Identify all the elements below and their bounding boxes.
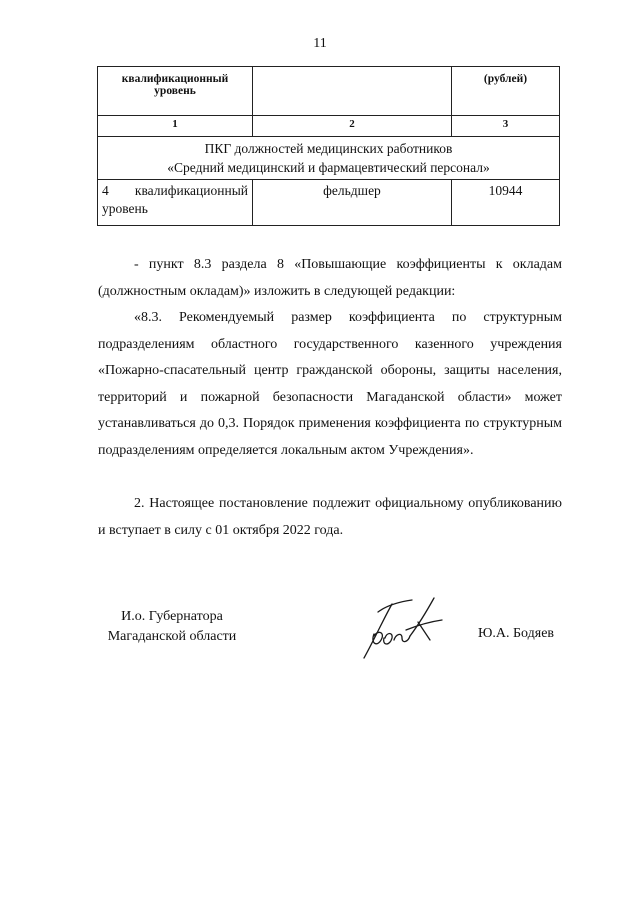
signatory-title-line2: Магаданской области — [107, 629, 237, 644]
paragraph-coefficient: «8.3. Рекомендуемый размер коэффициента по структурным подразделениям областного государственного казенного учреждения «Пожарно-спасательный центр гражданской обороны, защиты населения, территорий и пожарной безопасности Магаданской области» может устанавливаться до 0,3. Порядок применения коэффициента по структурным подразделениям определяется локальным актом Учреждения». — [98, 310, 562, 458]
cell-salary: 10944 — [452, 180, 560, 226]
salary-table — [97, 66, 560, 226]
header-cell-salary: (рублей) — [452, 67, 560, 116]
group-title-line2: «Средний медицинский и фармацевтический персонал» — [167, 160, 490, 175]
signatory-title-line1: И.о. Губернатора — [121, 609, 223, 624]
group-title-row — [98, 137, 560, 180]
signatory-name: Ю.А. Бодяев — [478, 626, 555, 641]
cell-position: фельдшер — [253, 180, 452, 226]
column-number-3: 3 — [452, 116, 560, 137]
cell-level-line1: 4 квалификационный — [102, 183, 248, 198]
table-row — [98, 180, 560, 226]
column-number-1: 1 — [98, 116, 253, 137]
group-title-line1: ПКГ должностей медицинских работников — [204, 141, 453, 156]
cell-level — [98, 180, 253, 226]
column-number-row — [98, 116, 560, 137]
group-title-cell — [98, 137, 560, 180]
table-header-row — [98, 67, 560, 116]
signatory-title — [97, 607, 247, 647]
paragraph-effective-date: 2. Настоящее постановление подлежит официальному опубликованию и вступает в силу с 01 октября 2022 года. — [98, 496, 562, 538]
handwritten-signature — [352, 592, 452, 662]
page-number: 11 — [313, 36, 327, 51]
header-cell-position — [253, 67, 452, 116]
column-number-2: 2 — [253, 116, 452, 137]
cell-level-line2: уровень — [102, 201, 148, 216]
header-cell-level: квалификационный уровень — [98, 67, 253, 116]
paragraph-amendment: - пункт 8.3 раздела 8 «Повышающие коэффициенты к окладам (должностным окладам)» изложить в следующей редакции: — [98, 257, 562, 299]
